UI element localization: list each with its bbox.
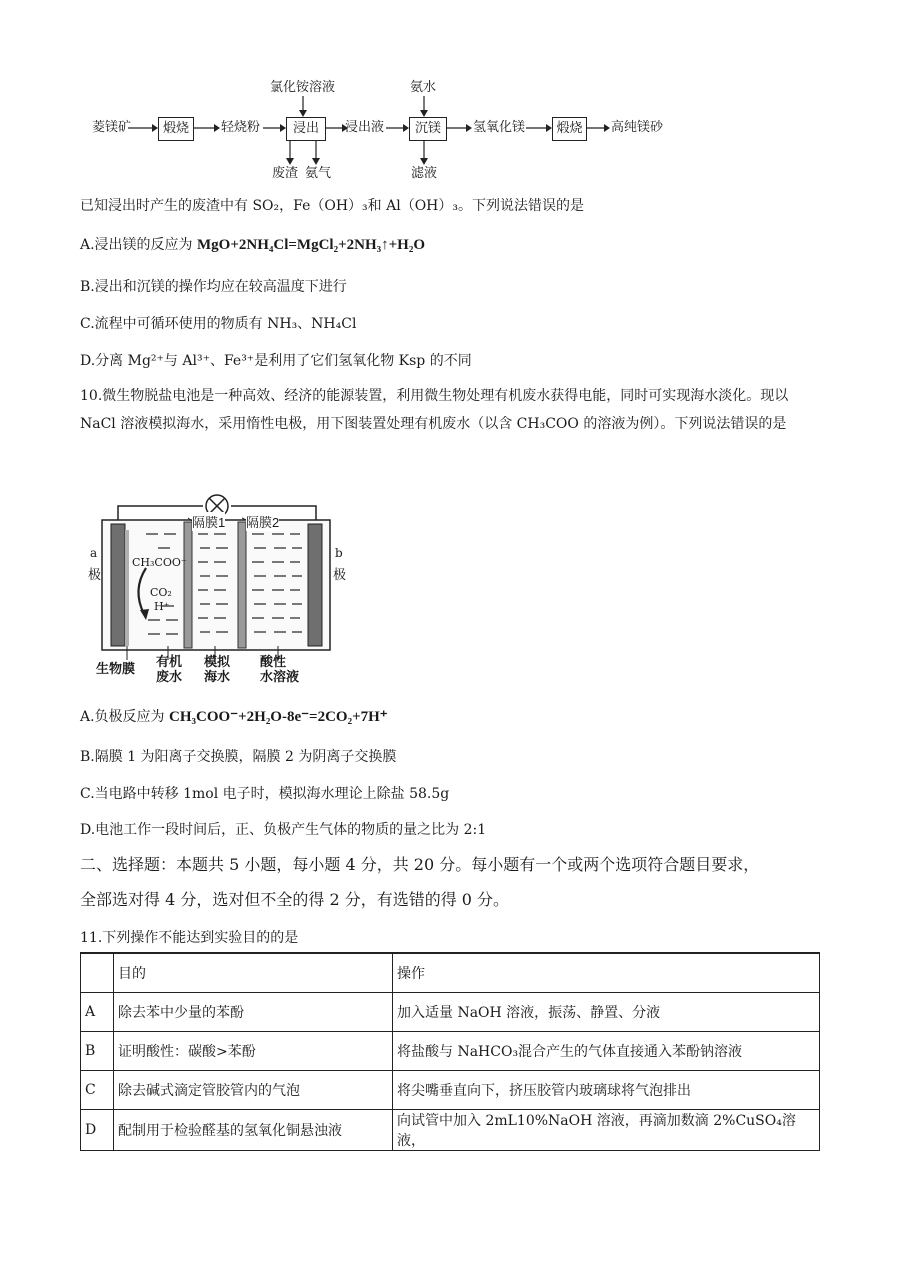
co2-species: CO₂ xyxy=(150,586,172,599)
table-row xyxy=(81,1110,820,1151)
electrode-a-letter: a xyxy=(90,546,98,560)
q11-stem: 11.下列操作不能达到实验目的的是 xyxy=(80,930,299,946)
mg-hydroxide-label: 氢氧化镁 xyxy=(473,120,526,135)
h-plus-species: H⁺ xyxy=(154,600,170,613)
raw-material-label: 菱镁矿 xyxy=(92,120,132,135)
table-header-cell xyxy=(81,953,114,993)
table-header-cell: 操作 xyxy=(393,953,820,993)
table-cell-operation: 将盐酸与 NaHCO₃混合产生的气体直接通入苯酚钠溶液 xyxy=(393,1032,820,1071)
q10-option-a xyxy=(80,707,388,727)
organic-wastewater-label: 有机 废水 xyxy=(156,654,183,684)
flowchart-arrows xyxy=(0,0,900,190)
table-cell-purpose: 除去碱式滴定管胶管内的气泡 xyxy=(114,1071,393,1110)
ammonia-gas-label: 氨气 xyxy=(305,166,332,181)
q9-option-a xyxy=(80,235,425,255)
q9-option-a-prefix: A.浸出镁的反应为 xyxy=(80,237,193,253)
waste-residue-label: 废渣 xyxy=(272,166,299,181)
membrane-1-label: 隔膜1 xyxy=(192,512,225,531)
table-row xyxy=(81,993,820,1032)
q9-option-b: B.浸出和沉镁的操作均应在较高温度下进行 xyxy=(80,279,347,295)
table-cell-purpose: 证明酸性：碳酸>苯酚 xyxy=(114,1032,393,1071)
table-row xyxy=(81,1071,820,1110)
q10-option-a-prefix: A.负极反应为 xyxy=(80,709,165,725)
table-cell-option: B xyxy=(81,1032,114,1071)
acidic-solution-label: 酸性 水溶液 xyxy=(260,654,300,684)
section-2-title-line-1: 二、选择题：本题共 5 小题，每小题 4 分，共 20 分。每小题有一个或两个选项符合题目要求， xyxy=(80,855,760,874)
q9-option-c: C.流程中可循环使用的物质有 NH₃、NH₄Cl xyxy=(80,316,357,332)
table-cell-operation: 向试管中加入 2mL10%NaOH 溶液，再滴加数滴 2%CuSO₄溶液， xyxy=(393,1110,820,1151)
leach-reagent-label: 氯化铵溶液 xyxy=(270,80,336,95)
table-cell-operation: 将尖嘴垂直向下，挤压胶管内玻璃球将气泡排出 xyxy=(393,1071,820,1110)
table-cell-purpose: 配制用于检验醛基的氢氧化铜悬浊液 xyxy=(114,1110,393,1151)
table-cell-option: A xyxy=(81,993,114,1032)
q9-option-a-formula: MgO+2NH₄Cl=MgCl₂+2NH₃↑+H₂O xyxy=(197,237,426,253)
q10-stem: 10.微生物脱盐电池是一种高效、经济的能源装置，利用微生物处理有机废水获得电能，同时可实现海水淡化。现以 NaCl 溶液模拟海水，采用惰性电极，用下图装置处理有机废水（以含 CH₃COO 的溶液为例）。下列说法错误的是 xyxy=(80,388,789,432)
electrode-b-letter: b xyxy=(335,546,343,560)
q10-option-a-formula: CH₃COO⁻+2H₂O-8e⁻=2CO₂+7H⁺ xyxy=(169,709,388,725)
calcine-box-2: 煅烧 xyxy=(552,117,587,141)
light-powder-label: 轻烧粉 xyxy=(221,120,261,135)
simulated-seawater-label: 模拟 海水 xyxy=(204,654,231,684)
electrode-a-pole: 极 xyxy=(88,568,102,583)
q9-stem: 已知浸出时产生的废渣中有 SO₂，Fe（OH）₃和 Al（OH）₃。下列说法错误的是 xyxy=(80,198,584,214)
filtrate-label: 滤液 xyxy=(411,166,438,181)
table-cell-operation: 加入适量 NaOH 溶液，振荡、静置、分液 xyxy=(393,993,820,1032)
cell-diagram xyxy=(88,490,358,690)
leach-box: 浸出 xyxy=(286,117,326,141)
precipitate-mg-box: 沉镁 xyxy=(409,117,447,141)
calcine-box-1: 煅烧 xyxy=(158,117,194,141)
table-cell-option: C xyxy=(81,1071,114,1110)
table-cell-option: D xyxy=(81,1110,114,1151)
table-cell-purpose: 除去苯中少量的苯酚 xyxy=(114,993,393,1032)
acetate-species: CH₃COO⁻ xyxy=(132,556,187,569)
q10-option-d: D.电池工作一段时间后，正、负极产生气体的物质的量之比为 2:1 xyxy=(80,822,487,838)
q11-table xyxy=(80,952,820,1151)
table-header-row xyxy=(81,953,820,993)
q10-option-c: C.当电路中转移 1mol 电子时，模拟海水理论上除盐 58.5g xyxy=(80,786,450,802)
section-2-title-line-2: 全部选对得 4 分，选对但不全的得 2 分，有选错的得 0 分。 xyxy=(80,890,510,909)
membrane-2-label: 隔膜2 xyxy=(246,512,279,531)
q9-option-d: D.分离 Mg²⁺与 Al³⁺、Fe³⁺是利用了它们氢氧化物 Ksp 的不同 xyxy=(80,353,472,369)
q10-option-b: B.隔膜 1 为阳离子交换膜，隔膜 2 为阴离子交换膜 xyxy=(80,749,397,765)
leachate-label: 浸出液 xyxy=(345,120,385,135)
electrode-b-pole: 极 xyxy=(333,568,347,583)
table-row xyxy=(81,1032,820,1071)
bio-film-label: 生物膜 xyxy=(96,661,136,676)
ammonia-water-label: 氨水 xyxy=(410,80,437,95)
table-header-cell: 目的 xyxy=(114,953,393,993)
product-label: 高纯镁砂 xyxy=(611,120,664,135)
